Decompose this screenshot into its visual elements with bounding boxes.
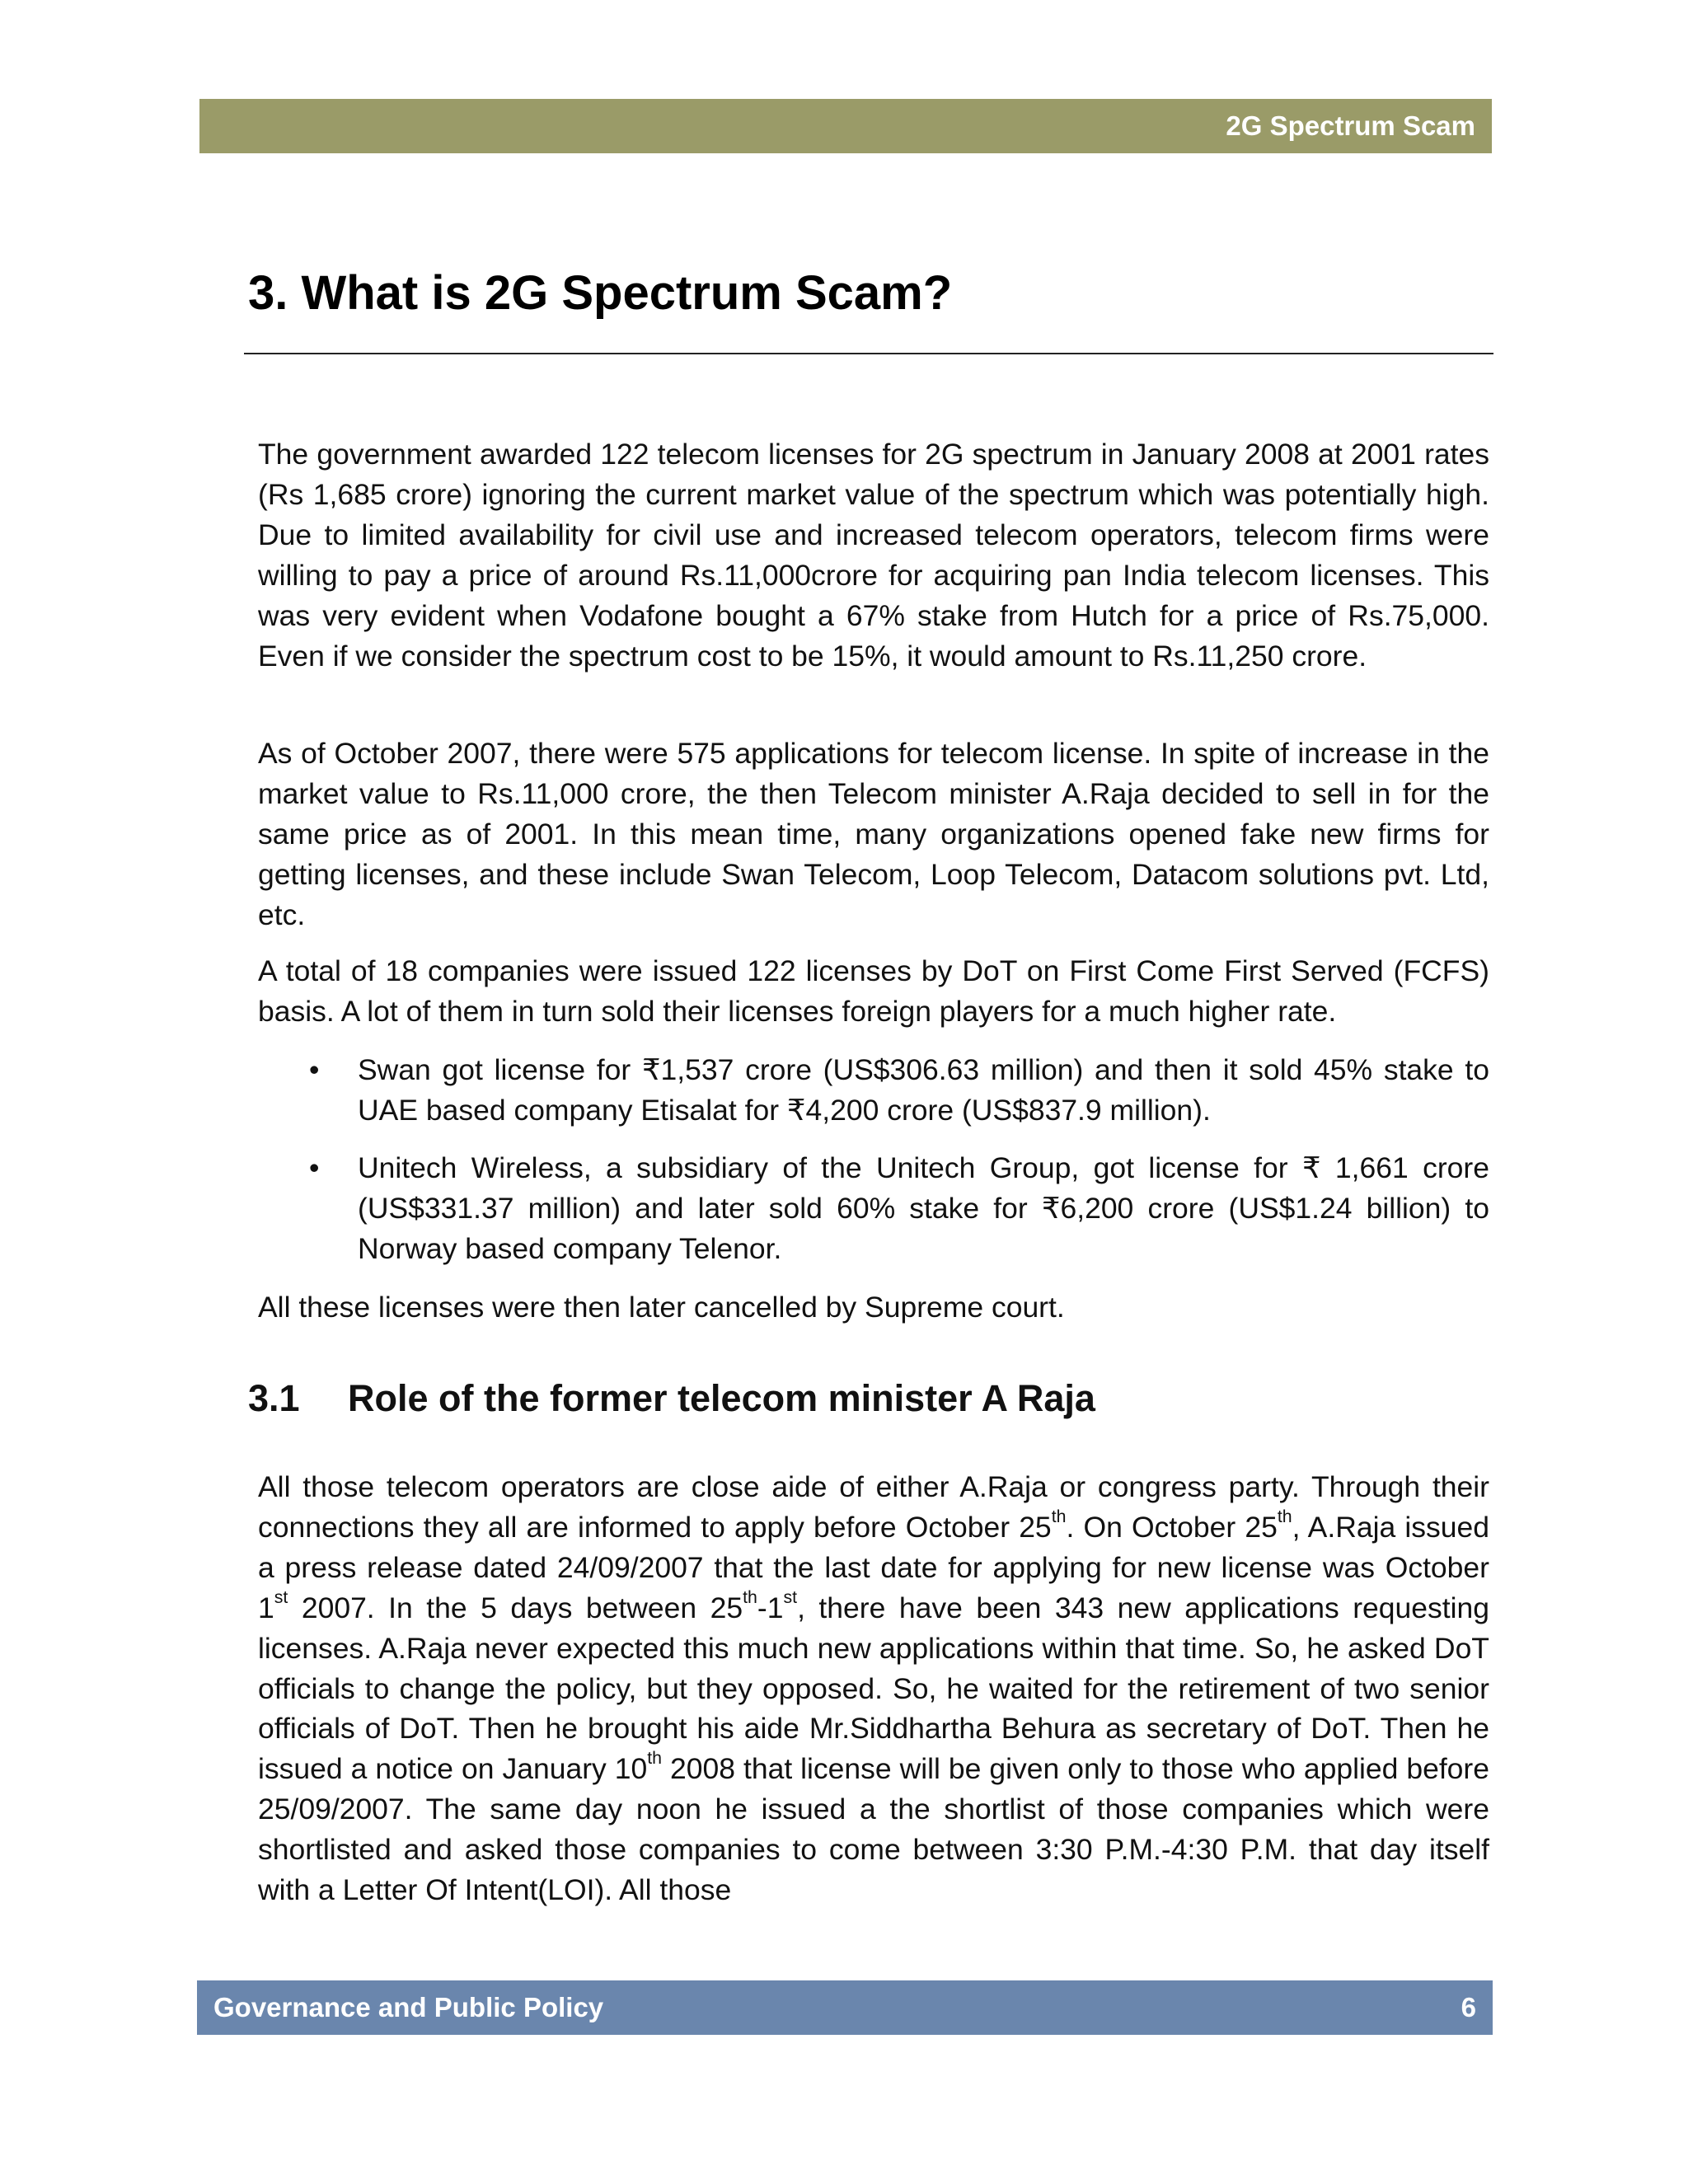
running-footer-bar <box>197 1980 1493 2035</box>
paragraph-text <box>258 1467 1489 1910</box>
section-title: Role of the former telecom minister A Raja <box>348 1377 1095 1419</box>
paragraph-raja-role <box>258 1467 1489 1910</box>
bullet-icon: • <box>309 1151 320 1184</box>
list-item-text: Unitech Wireless, a subsidiary of the Unitech Group, got license for ₹ 1,661 crore (US$331.37 million) and later sold 60% stake for ₹6,200 crore (US$1.24 billion) to Norway based company Telenor. <box>358 1151 1489 1265</box>
ordinal-suffix: th <box>1277 1506 1292 1526</box>
paragraph-text: The government awarded 122 telecom licenses for 2G spectrum in January 2008 at 2001 rates (Rs 1,685 crore) ignoring the current market value of the spectrum which was potentially high. Due to limited availability for civil use and increased telecom operators, telecom firms were willing to pay a price of around Rs.11,000crore for acquiring pan India telecom licenses. This was very evident when Vodafone bought a 67% stake from Hutch for a price of Rs.75,000. Even if we consider the spectrum cost to be 15%, it would amount to Rs.11,250 crore. <box>258 438 1489 673</box>
page-number: 6 <box>1461 1992 1476 2022</box>
chapter-number: 3. <box>248 266 288 320</box>
section-number: 3.1 <box>248 1377 300 1419</box>
text-run: 2008 that license will be given only to those who applied before 25/09/2007. The same day noon he issued a the shortlist of those companies which were shortlisted and asked those companies to come between 3:30 P.M.-4:30 P.M. that day itself with a Letter Of Intent(LOI). All those <box>258 1752 1489 1907</box>
running-header-bar <box>199 99 1492 153</box>
text-run: . On October 25 <box>1066 1510 1278 1544</box>
ordinal-suffix: th <box>743 1586 757 1607</box>
text-run: -1 <box>757 1591 784 1624</box>
ordinal-suffix: th <box>647 1748 663 1769</box>
ordinal-suffix: st <box>274 1586 288 1607</box>
list-item-text: Swan got license for ₹1,537 crore (US$306.63 million) and then it sold 45% stake to UAE based company Etisalat for ₹4,200 crore (US$837.9 million). <box>358 1053 1489 1127</box>
chapter-heading <box>248 265 952 321</box>
paragraph-spectrum-pricing <box>258 434 1489 676</box>
paragraph-text: A total of 18 companies were issued 122 licenses by DoT on First Come First Served (FCFS) basis. A lot of them in turn sold their licenses foreign players for a much higher rate. <box>258 954 1489 1028</box>
paragraph-text: As of October 2007, there were 575 applications for telecom license. In spite of increase in the market value to Rs.11,000 crore, the then Telecom minister A.Raja decided to sell in for the same price as of 2001. In this mean time, many organizations opened fake new firms for getting licenses, and these include Swan Telecom, Loop Telecom, Datacom solutions pvt. Ltd, etc. <box>258 737 1489 931</box>
section-heading <box>248 1376 1095 1421</box>
running-header-title: 2G Spectrum Scam <box>1226 110 1475 141</box>
paragraph-applications <box>258 733 1489 935</box>
bullet-icon: • <box>309 1053 320 1086</box>
text-run: , there have been 343 new applications requesting licenses. A.Raja never expected this much new applications within that time. So, he asked DoT officials to change the policy, but they opposed. So, he waited for the retirement of two senior officials of DoT. Then he brought his aide Mr.Siddhartha Behura as secretary of DoT. Then he issued a notice on January 10 <box>258 1591 1489 1786</box>
text-run: 2007. In the 5 days between 25 <box>288 1591 743 1624</box>
ordinal-suffix: th <box>1051 1506 1067 1526</box>
paragraph-fcfs-licenses <box>258 951 1489 1032</box>
chapter-heading-rule <box>244 353 1493 354</box>
ordinal-suffix: st <box>783 1586 798 1607</box>
paragraph-cancellation <box>258 1287 1489 1328</box>
paragraph-text: All these licenses were then later cancelled by Supreme court. <box>258 1291 1065 1324</box>
text-run: , A.Raja issued a press release dated 24/09/2007 that the last date for applying for new license was October 1 <box>258 1510 1489 1624</box>
text-run: All those telecom operators are close aide of either A.Raja or congress party. Through their connections they all are informed to apply before October 25 <box>258 1470 1489 1544</box>
chapter-title: What is 2G Spectrum Scam? <box>301 266 953 320</box>
footer-course-title: Governance and Public Policy <box>213 1992 604 2022</box>
